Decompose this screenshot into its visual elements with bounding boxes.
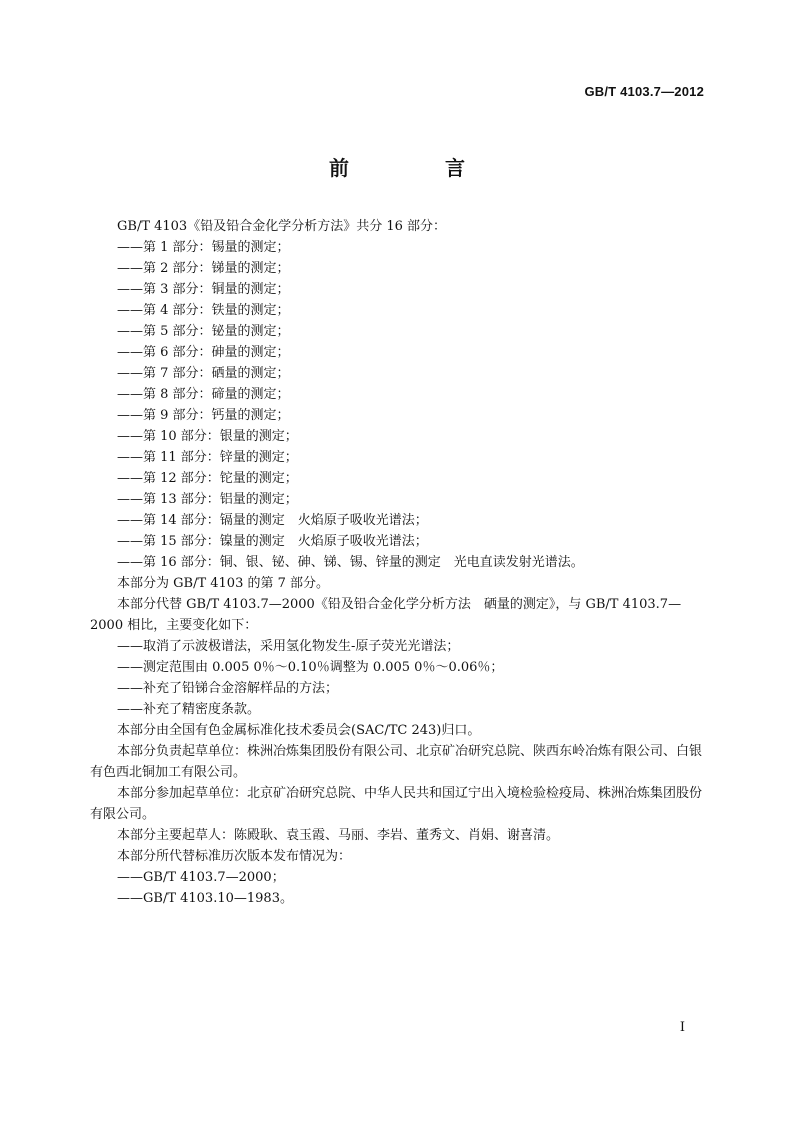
list-item-part-10: ——第 10 部分：银量的测定； (117, 429, 298, 444)
list-item-change-2: ——测定范围由 0.005 0％～0.10％调整为 0.005 0％～0.06％； (117, 660, 504, 675)
list-item-part-11: ——第 11 部分：锌量的测定； (117, 450, 298, 465)
foreword-body (90, 216, 704, 909)
paragraph-history: 本部分所代替标准历次版本发布情况为： (117, 849, 352, 864)
paragraph-drafting-units (90, 741, 704, 783)
list-item-part-4: ——第 4 部分：铁量的测定； (117, 303, 290, 318)
list-item-part-8: ——第 8 部分：碲量的测定； (117, 387, 290, 402)
list-item-part-7: ——第 7 部分：硒量的测定； (117, 366, 290, 381)
list-item-history-2: ——GB/T 4103.10—1983。 (117, 891, 293, 906)
paragraph-replacement (90, 594, 704, 636)
list-item-part-13: ——第 13 部分：铝量的测定； (117, 492, 298, 507)
paragraph-drafters: 本部分主要起草人：陈殿耿、袁玉霞、马丽、李岩、董秀文、肖娟、谢喜清。 (117, 828, 560, 843)
paragraph-intro: GB/T 4103《铅及铅合金化学分析方法》共分 16 部分： (117, 219, 447, 234)
list-item-part-16: ——第 16 部分：铜、银、铋、砷、锑、锡、锌量的测定 光电直读发射光谱法。 (117, 555, 584, 570)
list-item-part-12: ——第 12 部分：铊量的测定； (117, 471, 298, 486)
paragraph-participating-units (90, 783, 704, 825)
list-item-change-1: ——取消了示波极谱法，采用氢化物发生-原子荧光光谱法； (117, 639, 460, 654)
page-number: I (679, 1020, 685, 1035)
paragraph-drafting-units-text: 本部分负责起草单位：株洲冶炼集团股份有限公司、北京矿冶研究总院、陕西东岭冶炼有限公司、白银有色西北铜加工有限公司。 (90, 744, 703, 780)
list-item-part-9: ——第 9 部分：钙量的测定； (117, 408, 290, 423)
list-item-part-5: ——第 5 部分：铋量的测定； (117, 324, 290, 339)
list-item-part-6: ——第 6 部分：砷量的测定； (117, 345, 290, 360)
list-item-change-4: ——补充了精密度条款。 (117, 702, 261, 717)
list-item-part-15: ——第 15 部分：镍量的测定 火焰原子吸收光谱法； (117, 534, 428, 549)
list-item-part-2: ——第 2 部分：锑量的测定； (117, 261, 290, 276)
paragraph-participating-units-text: 本部分参加起草单位：北京矿冶研究总院、中华人民共和国辽宁出入境检验检疫局、株洲冶炼集团股份有限公司。 (90, 786, 703, 822)
paragraph-part-statement: 本部分为 GB/T 4103 的第 7 部分。 (117, 576, 330, 591)
list-item-part-1: ——第 1 部分：锡量的测定； (117, 240, 290, 255)
list-item-part-3: ——第 3 部分：铜量的测定； (117, 282, 290, 297)
paragraph-technical-committee: 本部分由全国有色金属标准化技术委员会(SAC/TC 243)归口。 (117, 723, 481, 738)
list-item-history-1: ——GB/T 4103.7—2000； (117, 870, 285, 885)
list-item-part-14: ——第 14 部分：镉量的测定 火焰原子吸收光谱法； (117, 513, 428, 528)
list-item-change-3: ——补充了铅锑合金溶解样品的方法； (117, 681, 339, 696)
page-title: 前 言 (329, 156, 503, 180)
standard-code: GB/T 4103.7—2012 (584, 84, 704, 99)
paragraph-replacement-text: 本部分代替 GB/T 4103.7—2000《铅及铅合金化学分析方法 硒量的测定》，与 GB/T 4103.7—2000 相比，主要变化如下： (90, 597, 682, 633)
